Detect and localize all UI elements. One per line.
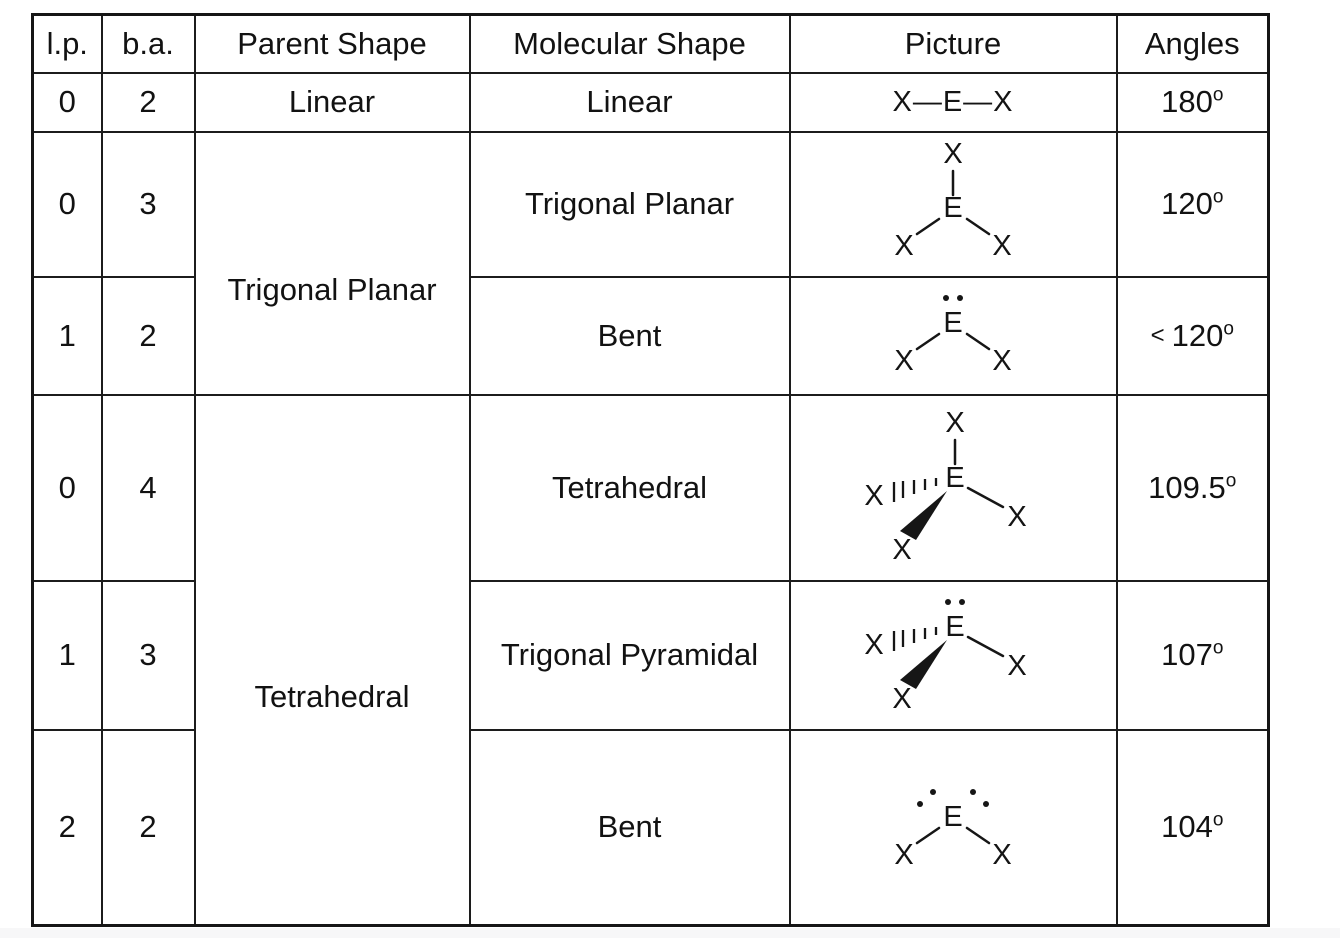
col-header-angles: Angles [1117, 15, 1269, 73]
lp-value: 2 [33, 730, 102, 926]
col-header-lone-pairs: l.p. [33, 15, 102, 73]
parent-shape-cell: Linear [195, 73, 470, 132]
lp-value: 1 [33, 277, 102, 395]
svg-text:X: X [864, 479, 884, 512]
angle-value: 109.5$^o$ [1148, 469, 1237, 505]
svg-text:X: X [992, 839, 1012, 872]
svg-text:X: X [864, 629, 884, 661]
parent-shape-cell: Trigonal Planar [195, 132, 470, 395]
linear-molecule-diagram: X—E—X [892, 86, 1014, 118]
molecular-shape-cell: Tetrahedral [470, 395, 790, 581]
col-header-parent-shape: Parent Shape [195, 15, 470, 73]
lp-value: 1 [33, 581, 102, 730]
molecular-shape-cell: Trigonal Pyramidal [470, 581, 790, 730]
svg-text:E: E [943, 801, 963, 834]
svg-text:X: X [894, 344, 914, 377]
parent-shape-cell: Tetrahedral [195, 395, 470, 926]
picture-cell [790, 132, 1117, 277]
ba-value: 3 [102, 581, 195, 730]
table-row [33, 395, 1269, 581]
molecular-shape-cell: Trigonal Planar [470, 132, 790, 277]
angle-value: 180$^o$ [1161, 84, 1224, 119]
ba-value: 2 [102, 73, 195, 132]
svg-text:X: X [992, 230, 1012, 262]
angle-cell [1117, 132, 1269, 277]
svg-text:X: X [892, 533, 912, 566]
page-bottom-strip [0, 928, 1340, 938]
lp-value: 0 [33, 395, 102, 581]
molecular-shape-cell: Bent [470, 277, 790, 395]
angle-cell [1117, 581, 1269, 730]
picture-cell [790, 277, 1117, 395]
angle-cell [1117, 277, 1269, 395]
molecular-shape-cell: Linear [470, 73, 790, 132]
svg-text:E: E [945, 461, 965, 494]
angle-cell [1117, 730, 1269, 926]
ba-value: 2 [102, 277, 195, 395]
svg-text:X: X [945, 408, 965, 439]
angle-cell [1117, 395, 1269, 581]
molecular-shape-cell: Bent [470, 730, 790, 926]
svg-text:X: X [1007, 650, 1027, 682]
svg-text:E: E [943, 192, 963, 224]
bent-two-lone-pairs-diagram [873, 782, 1033, 872]
angle-value: 107$^o$ [1161, 637, 1224, 672]
table-row [33, 132, 1269, 277]
angle-value: 104$^o$ [1161, 809, 1224, 845]
table-row [33, 73, 1269, 132]
col-header-picture: Picture [790, 15, 1117, 73]
picture-cell [790, 395, 1117, 581]
svg-text:X: X [892, 683, 912, 715]
col-header-bonding-atoms: b.a. [102, 15, 195, 73]
lp-value: 0 [33, 73, 102, 132]
svg-text:X: X [943, 138, 963, 170]
vsepr-geometry-table [31, 13, 1270, 927]
ba-value: 2 [102, 730, 195, 926]
angle-cell [1117, 73, 1269, 132]
svg-text:X: X [894, 839, 914, 872]
svg-text:X: X [894, 230, 914, 262]
ba-value: 4 [102, 395, 195, 581]
picture-cell [790, 730, 1117, 926]
trigonal-pyramidal-diagram [858, 595, 1048, 715]
picture-cell [790, 581, 1117, 730]
col-header-molecular-shape: Molecular Shape [470, 15, 790, 73]
header-row [33, 15, 1269, 73]
svg-text:X: X [1007, 500, 1027, 533]
lp-value: 0 [33, 132, 102, 277]
svg-text:E: E [945, 611, 965, 643]
svg-text:E: E [943, 306, 963, 339]
picture-cell [790, 73, 1117, 132]
tetrahedral-diagram [858, 409, 1048, 567]
bent-one-lone-pair-diagram [873, 290, 1033, 382]
ba-value: 3 [102, 132, 195, 277]
angle-value: < $120^o$ [1150, 317, 1234, 353]
svg-text:X: X [992, 344, 1012, 377]
angle-value: 120$^o$ [1161, 186, 1224, 221]
trigonal-planar-diagram [873, 137, 1033, 271]
